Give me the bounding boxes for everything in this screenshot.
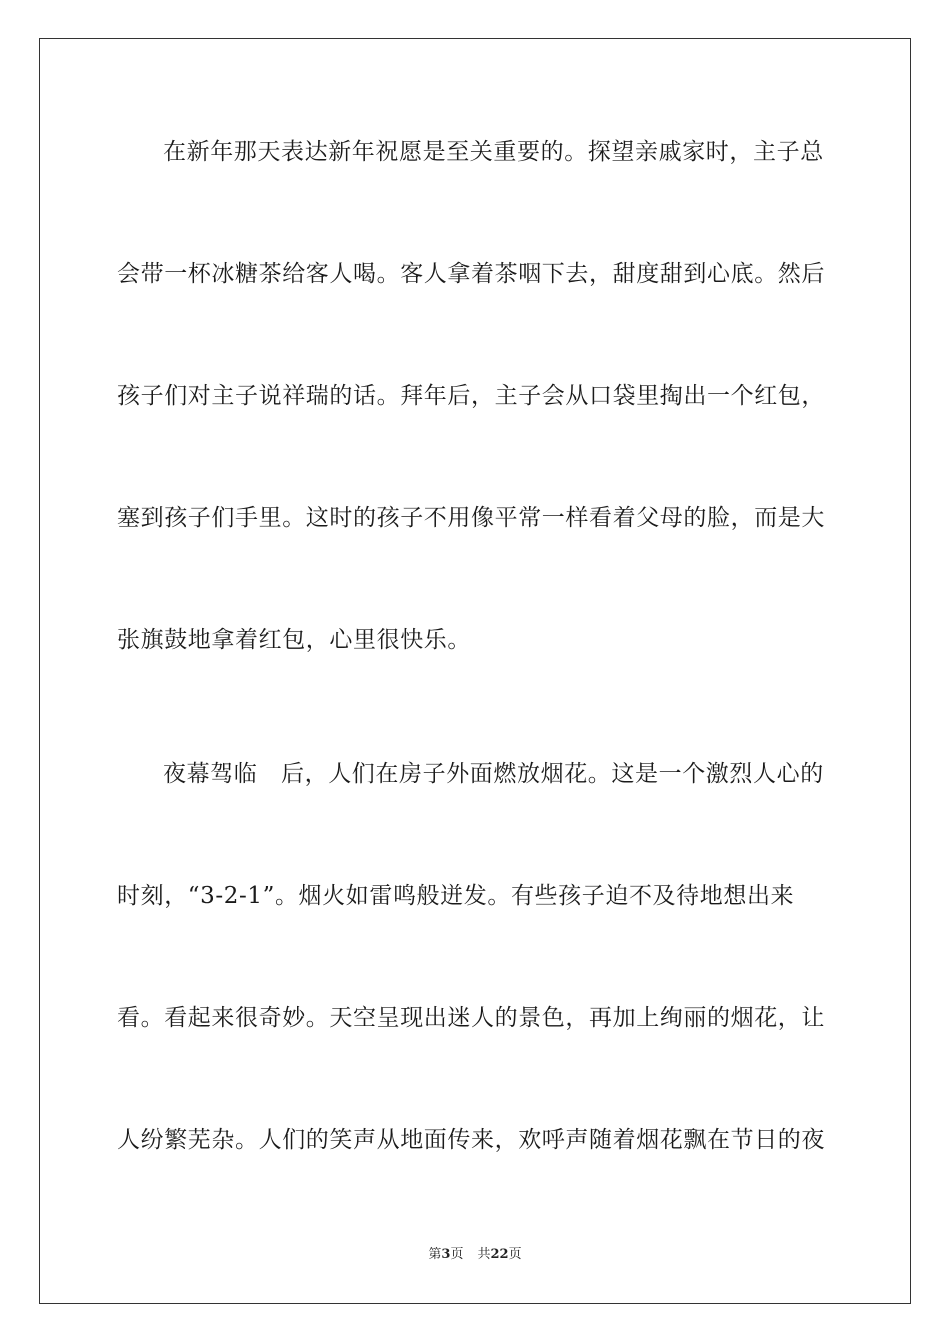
text-line: 人纷繁芜杂。人们的笑声从地面传来，欢呼声随着烟花飘在节日的夜 [117,1127,825,1153]
text-line: 在新年那天表达新年祝愿是至关重要的。探望亲戚家时，主子总 [163,139,824,165]
total-suffix: 页 [508,1247,522,1262]
total-pages: 22 [490,1247,509,1262]
text-line: 塞到孩子们手里。这时的孩子不用像平常一样看着父母的脸，而是大 [117,505,825,531]
text-line: 会带一杯冰糖茶给客人喝。客人拿着茶咽下去，甜度甜到心底。然后 [117,261,825,287]
text-line: 孩子们对主子说祥瑞的话。拜年后，主子会从口袋里掏出一个红包， [117,383,825,409]
page-suffix: 页 [450,1247,464,1262]
page-prefix: 第 [428,1247,442,1262]
page-border [39,38,911,1304]
text-line: 时刻，“3-2-1”。烟火如雷鸣般迸发。有些孩子迫不及待地想出来 [117,883,795,909]
text-line: 张旗鼓地拿着红包，心里很快乐。 [117,627,471,653]
page-footer [0,1247,950,1263]
page-number: 3 [441,1247,451,1262]
total-prefix: 共 [477,1247,491,1262]
text-line: 夜幕驾临 后，人们在房子外面燃放烟花。这是一个激烈人心的 [163,761,824,787]
text-line: 看。看起来很奇妙。天空呈现出迷人的景色，再加上绚丽的烟花，让 [117,1005,825,1031]
